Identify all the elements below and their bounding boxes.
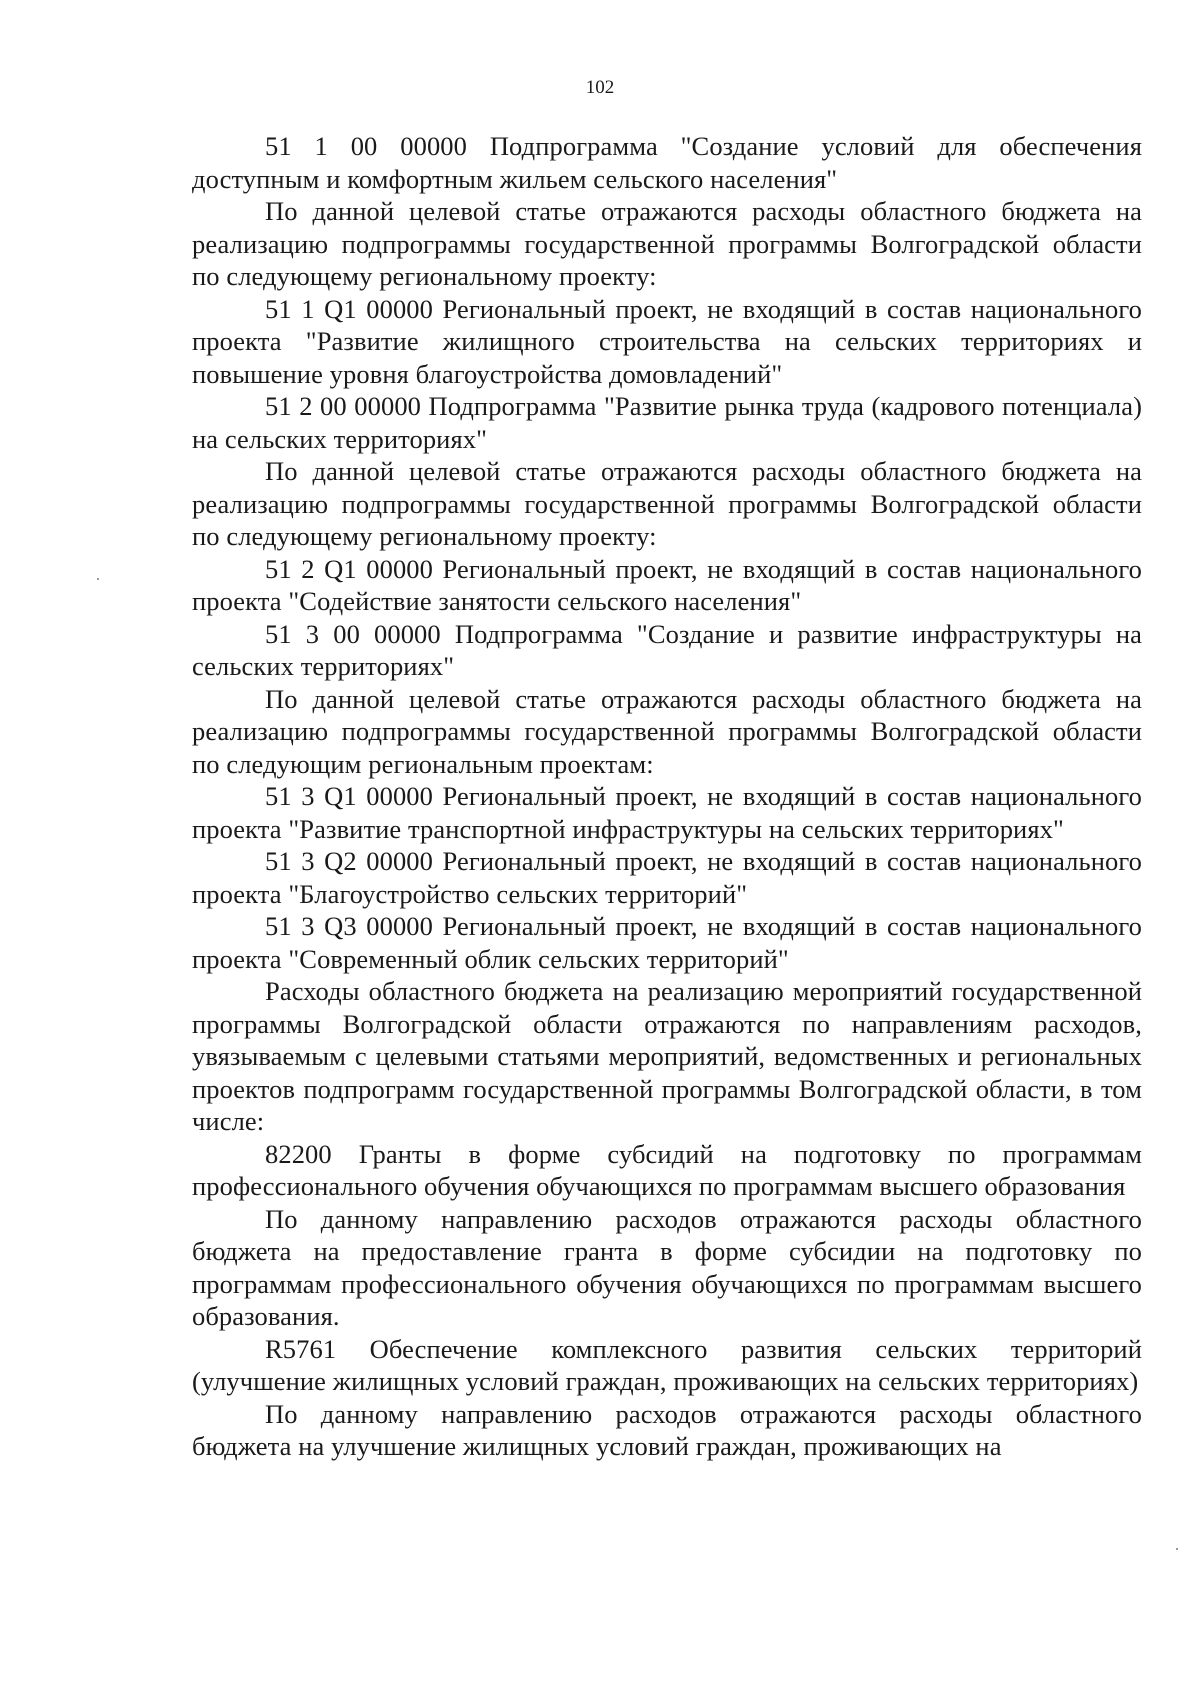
paragraph-project-51-3-q1: 51 3 Q1 00000 Региональный проект, не входящий в состав национального проекта "Развитие транспортной инфраструктуры на сельских территориях" <box>192 781 1142 844</box>
paragraph-project-51-3-q2: 51 3 Q2 00000 Региональный проект, не входящий в состав национального проекта "Благоустройство сельских территорий" <box>192 846 1142 909</box>
paragraph-direction-description: По данному направлению расходов отражаются расходы областного бюджета на улучшение жилищных условий граждан, проживающих на <box>192 1398 1142 1461</box>
paragraph-direction-r5761: R5761 Обеспечение комплексного развития сельских территорий (улучшение жилищных условий граждан, проживающих на сельских территориях) <box>192 1333 1142 1396</box>
paragraph-project-51-1-q1: 51 1 Q1 00000 Региональный проект, не входящий в состав национального проекта "Развитие жилищного строительства на сельских территориях и повышение уровня благоустройства домовладений" <box>192 293 1142 389</box>
paragraph-description: По данной целевой статье отражаются расходы областного бюджета на реализацию подпрограммы государственной программы Волгоградской области по следующему региональному проекту: <box>192 456 1142 551</box>
paragraph-description: По данной целевой статье отражаются расходы областного бюджета на реализацию подпрограммы государственной программы Волгоградской области по следующим региональным проектам: <box>192 683 1142 779</box>
paragraph-project-51-3-q3: 51 3 Q3 00000 Региональный проект, не входящий в состав национального проекта "Современный облик сельских территорий" <box>192 911 1142 974</box>
paragraph-direction-description: По данному направлению расходов отражаются расходы областного бюджета на предоставление гранта в форме субсидии на подготовку по программам профессионального обучения обучающихся по программам высшего образования. <box>192 1203 1142 1331</box>
paragraph-direction-82200: 82200 Гранты в форме субсидий на подготовку по программам профессионального обучения обучающихся по программам высшего образования <box>192 1138 1142 1201</box>
paragraph-subprogram-51-1: 51 1 00 00000 Подпрограмма "Создание условий для обеспечения доступным и комфортным жильем сельского населения" <box>192 131 1142 194</box>
scan-speck <box>97 578 99 580</box>
paragraph-project-51-2-q1: 51 2 Q1 00000 Региональный проект, не входящий в состав национального проекта "Содействие занятости сельского населения" <box>192 553 1142 616</box>
paragraph-description: По данной целевой статье отражаются расходы областного бюджета на реализацию подпрограммы государственной программы Волгоградской области по следующему региональному проекту: <box>192 196 1142 291</box>
paragraph-expense-directions-intro: Расходы областного бюджета на реализацию мероприятий государственной программы Волгоградской области отражаются по направлениям расходов, увязываемым с целевыми статьями мероприятий, ведомственных и региональных проектов подпрограмм государственной программы Волгоградской области, в том числе: <box>192 976 1142 1136</box>
scan-speck <box>1176 1548 1178 1550</box>
document-body <box>192 130 1142 1463</box>
page-number: 102 <box>585 77 615 98</box>
paragraph-subprogram-51-3: 51 3 00 00000 Подпрограмма "Создание и развитие инфраструктуры на сельских территориях" <box>192 618 1142 681</box>
paragraph-subprogram-51-2: 51 2 00 00000 Подпрограмма "Развитие рынка труда (кадрового потенциала) на сельских территориях" <box>192 391 1142 454</box>
